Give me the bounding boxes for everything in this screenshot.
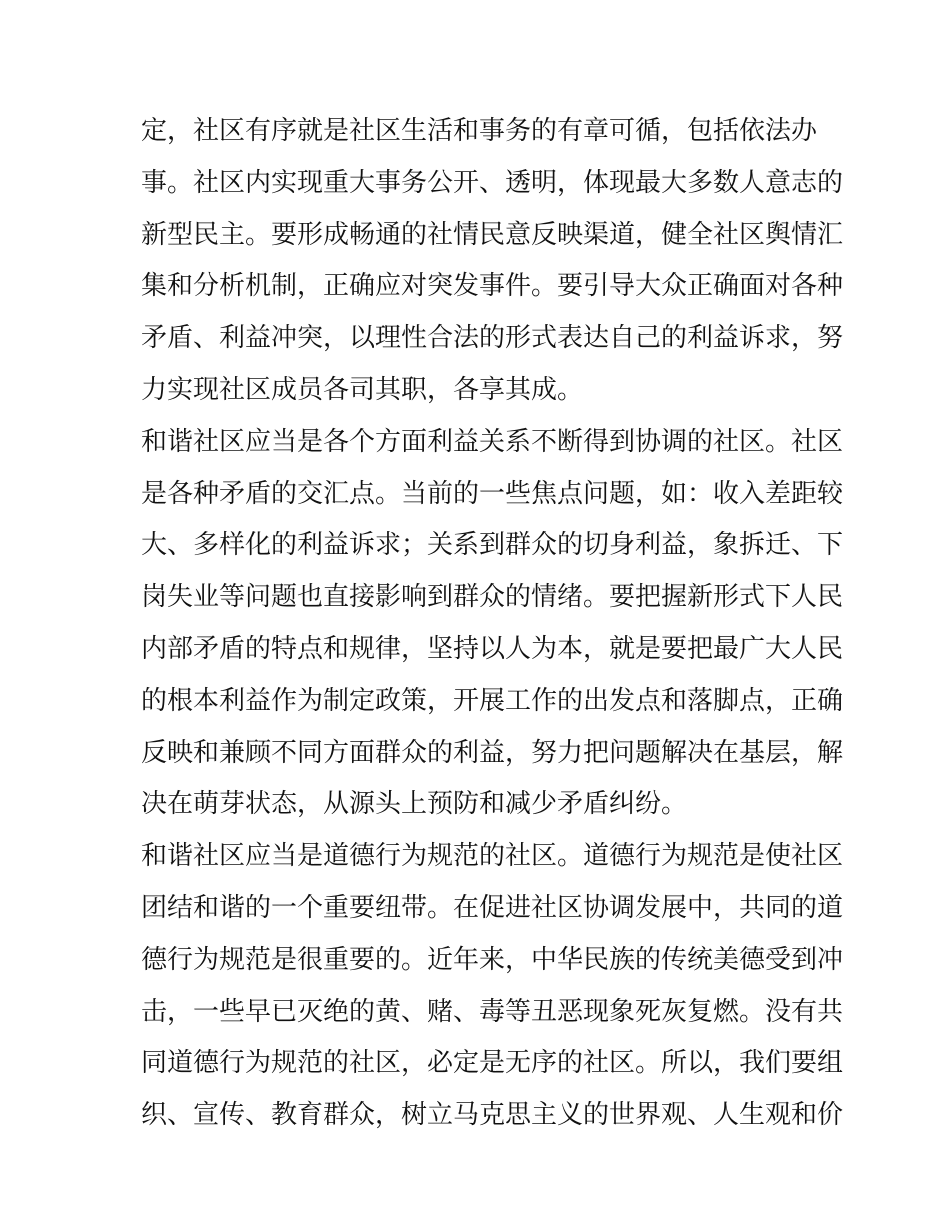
text-line: 大、多样化的利益诉求；关系到群众的切身利益，象拆迁、下: [141, 530, 844, 561]
text-line: 同道德行为规范的社区，必定是无序的社区。所以，我们要组: [141, 1048, 844, 1079]
text-line: 集和分析机制，正确应对突发事件。要引导大众正确面对各种: [141, 271, 844, 302]
text-line: 织、宣传、教育群众，树立马克思主义的世界观、人生观和价: [141, 1100, 844, 1131]
text-line: 内部矛盾的特点和规律，坚持以人为本，就是要把最广大人民: [141, 633, 844, 664]
text-line: 团结和谐的一个重要纽带。在促进社区协调发展中，共同的道: [141, 892, 844, 923]
paragraph-2: [141, 417, 844, 831]
document-body: [141, 106, 844, 1142]
text-line: 是各种矛盾的交汇点。当前的一些焦点问题，如：收入差距较: [141, 478, 844, 509]
text-line: 力实现社区成员各司其职，各享其成。: [141, 374, 584, 405]
text-line: 定，社区有序就是社区生活和事务的有章可循，包括依法办: [141, 116, 818, 146]
text-line: 的根本利益作为制定政策，开展工作的出发点和落脚点，正确: [141, 685, 844, 716]
text-line: 德行为规范是很重要的。近年来，中华民族的传统美德受到冲: [141, 944, 844, 975]
text-line: 岗失业等问题也直接影响到群众的情绪。要把握新形式下人民: [141, 582, 844, 613]
text-line: 反映和兼顾不同方面群众的利益，努力把问题解决在基层，解: [141, 737, 844, 768]
paragraph-3: [141, 831, 844, 1142]
text-line: 矛盾、利益冲突，以理性合法的形式表达自己的利益诉求，努: [141, 323, 844, 354]
text-line: 击，一些早已灭绝的黄、赌、毒等丑恶现象死灰复燃。没有共: [141, 996, 844, 1027]
paragraph-1: [141, 106, 844, 417]
text-line: 和谐社区应当是各个方面利益关系不断得到协调的社区。社区: [141, 426, 844, 457]
text-line: 新型民主。要形成畅通的社情民意反映渠道，健全社区舆情汇: [141, 219, 844, 250]
text-line: 事。社区内实现重大事务公开、透明，体现最大多数人意志的: [141, 167, 844, 198]
text-line: 决在萌芽状态，从源头上预防和减少矛盾纠纷。: [141, 789, 688, 820]
text-line: 和谐社区应当是道德行为规范的社区。道德行为规范是使社区: [141, 841, 844, 872]
